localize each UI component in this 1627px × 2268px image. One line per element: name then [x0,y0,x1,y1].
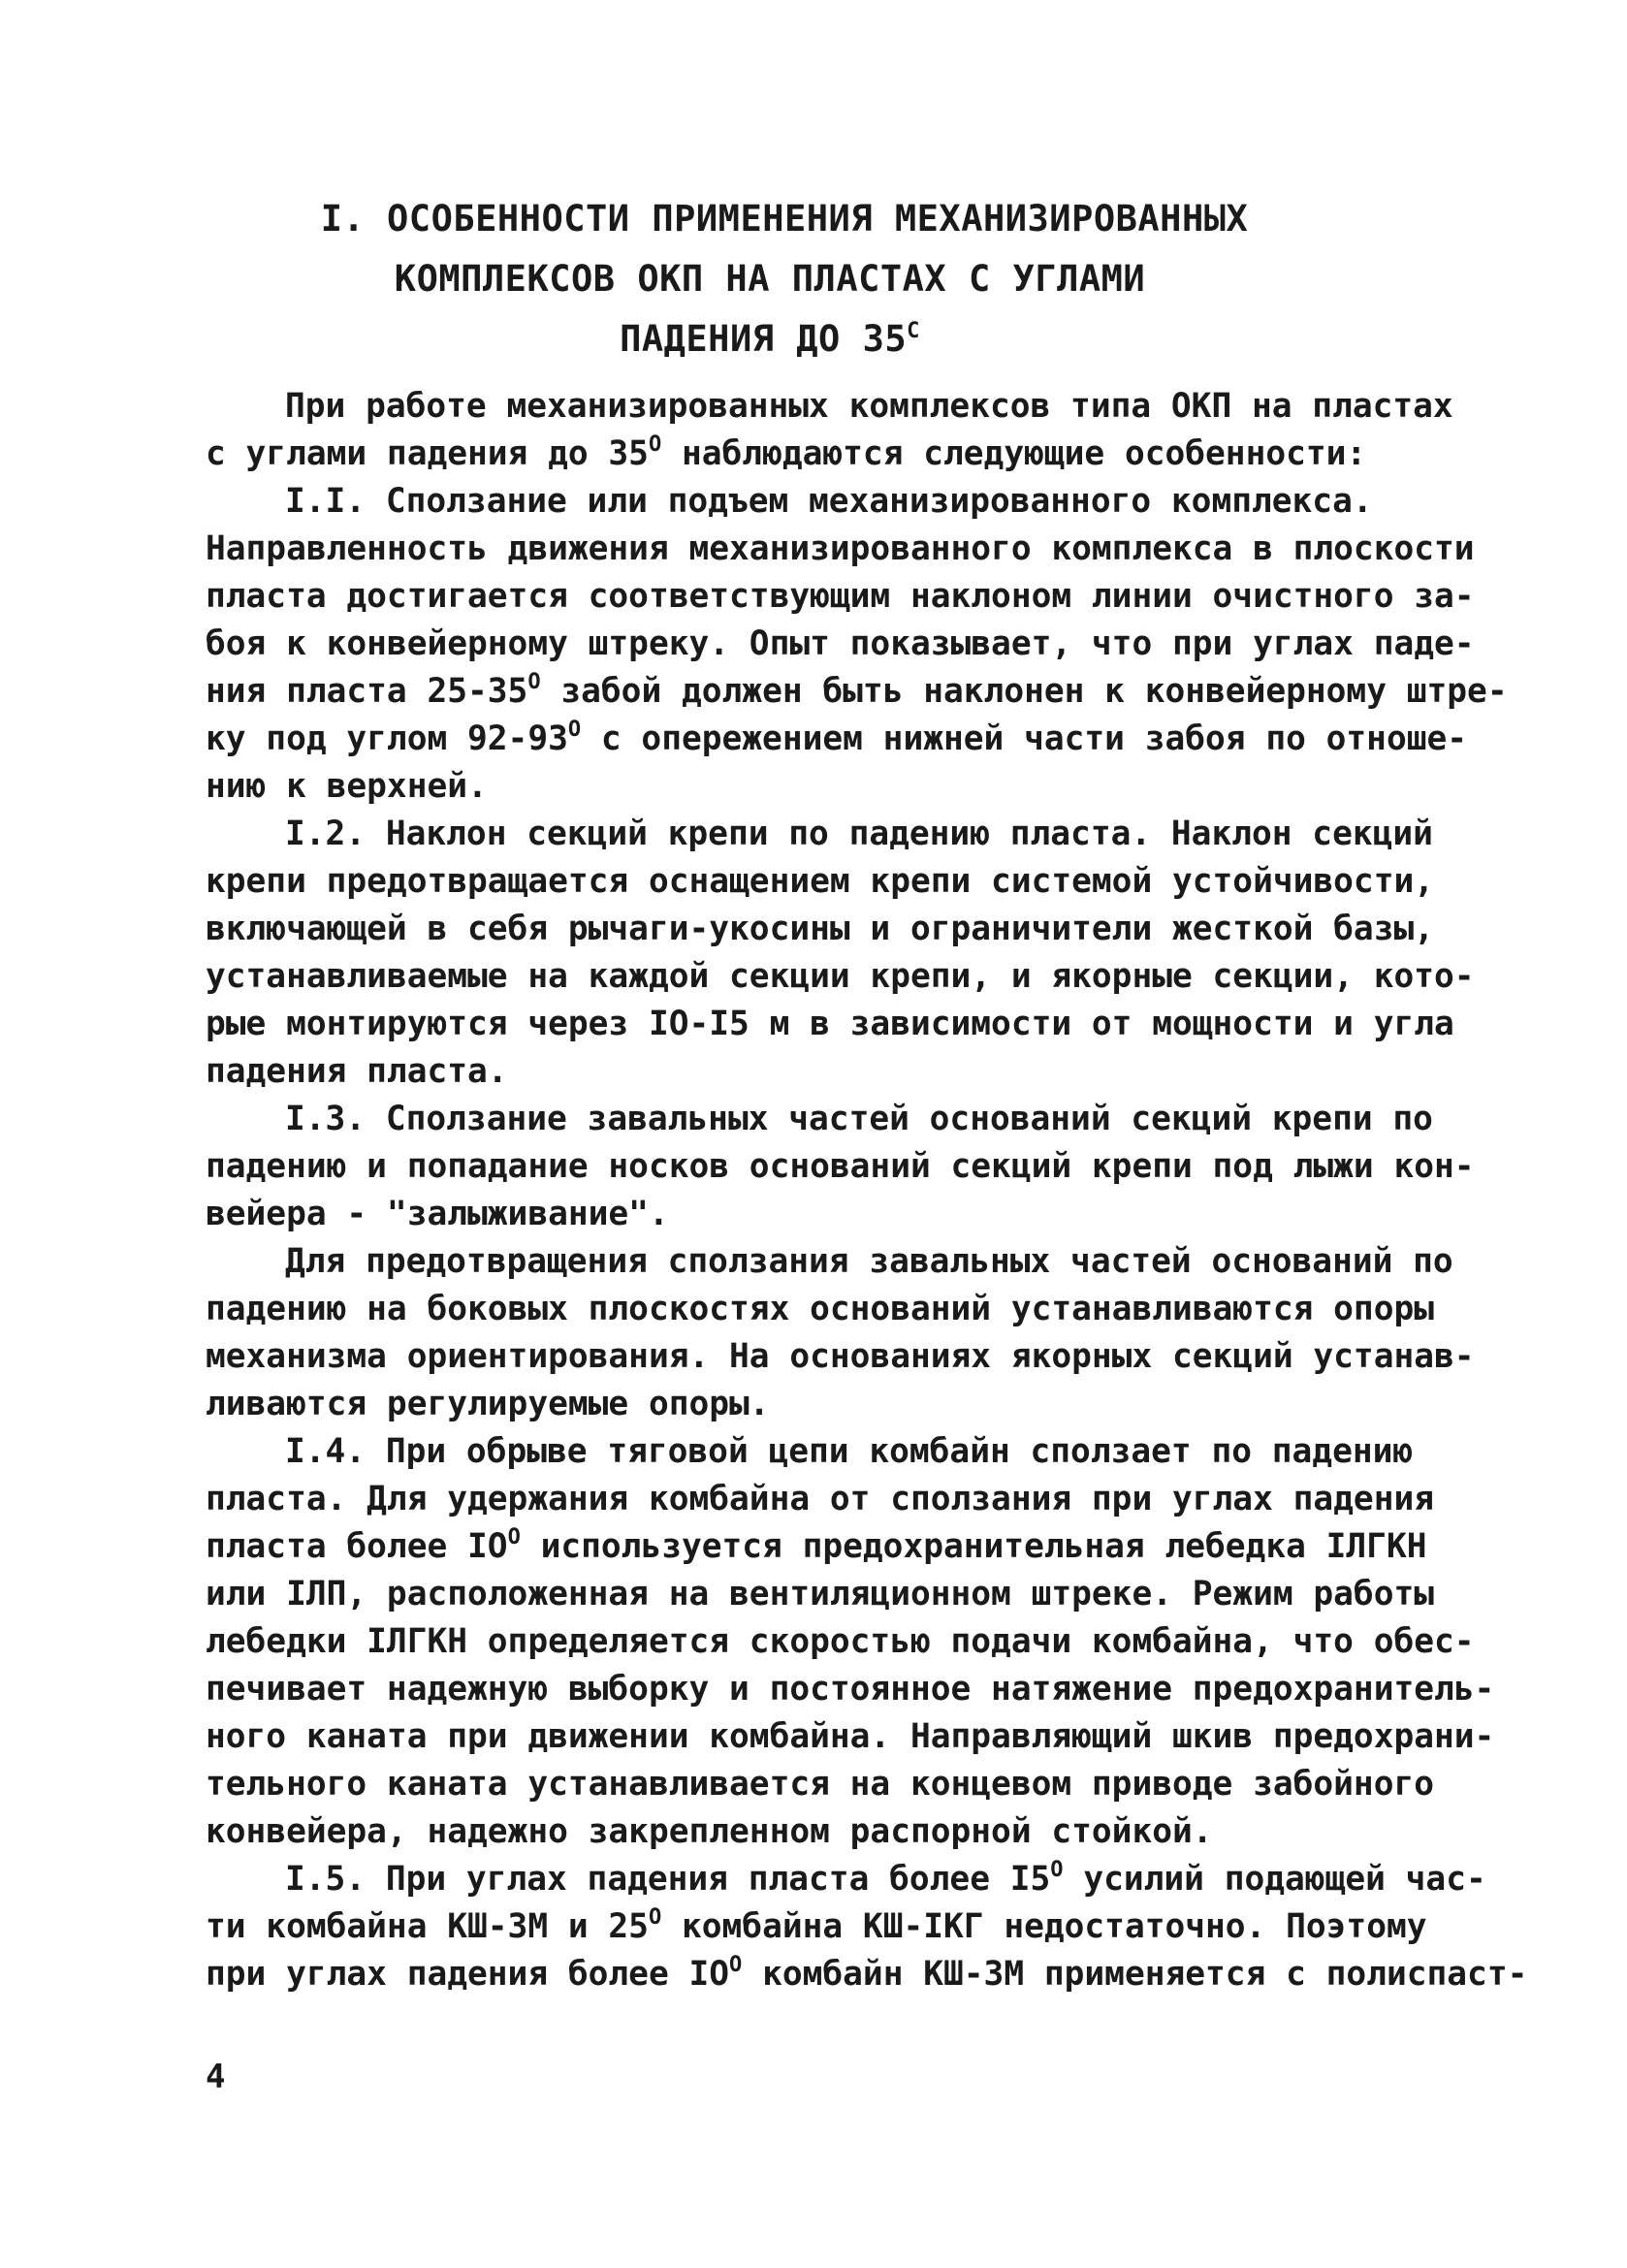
text-line: ливаются регулируемые опоры. [206,1385,770,1423]
text-line: падению и попадание носков оснований секций крепи под лыжи кон- [206,1147,1475,1186]
degree-sup: О [507,1525,521,1549]
text-line: падения пласта. [206,1052,508,1091]
text-segment: при углах падения более IO [206,1955,730,1994]
text-line: включающей в себя рычаги-укосины и ограничители жесткой базы, [206,910,1435,948]
text-line: I.2. Наклон секций крепи по падению пласта. Наклон секций [285,815,1433,853]
text-segment: комбайна КШ-IКГ недостаточно. Поэтому [661,1907,1427,1946]
text-line: ного каната при движении комбайна. Направляющий шкив предохрани- [206,1717,1495,1756]
text-segment: пласта более IO [206,1527,508,1566]
text-line: I.3. Сползание завальных частей оснований секций крепи по [285,1100,1433,1138]
text-line: устанавливаемые на каждой секции крепи, и якорные секции, кото- [206,957,1475,996]
text-line [206,1951,1528,1998]
text-line: лебедки IЛГКН определяется скоростью подачи комбайна, что обес- [206,1622,1475,1661]
degree-sup: О [527,670,541,694]
text-segment: комбайн КШ-3М применяется с полиспаст- [742,1955,1528,1994]
text-segment: ку под углом 92-93 [206,719,568,758]
text-segment: с углами падения до 35 [206,434,649,473]
heading-line-2: КОМПЛЕКСОВ ОКП НА ПЛАСТАХ С УГЛАМИ [394,258,1146,300]
page-number: 4 [206,2058,226,2096]
heading-line-3-text: ПАДЕНИЯ ДО 35 [620,318,908,360]
text-line: пласта достигается соответствующим наклоном линии очистного за- [206,577,1475,616]
degree-sup: О [567,718,582,742]
degree-sup: О [648,1905,662,1930]
text-line: падению на боковых плоскостях оснований устанавливаются опоры [206,1290,1435,1328]
text-line: тельного каната устанавливается на концевом приводе забойного [206,1765,1435,1804]
text-segment: I.5. При углах падения пласта более I5 [285,1860,1051,1899]
heading-line-1: I. ОСОБЕННОСТИ ПРИМЕНЕНИЯ МЕХАНИЗИРОВАННЫХ [320,198,1249,240]
text-segment: ти комбайна КШ-3М и 25 [206,1907,649,1946]
text-line: механизма ориентирования. На основаниях якорных секций устанав- [206,1337,1475,1376]
text-line: нию к верхней. [206,767,488,806]
text-line [206,1523,1505,1571]
text-line: Для предотвращения сползания завальных частей оснований по [285,1242,1453,1281]
text-line: рые монтируются через IO-I5 м в зависимости от мощности и угла [206,1005,1454,1043]
text-segment: с опережением нижней части забоя по отноше- [581,719,1468,758]
text-line: I.I. Сползание или подъем механизированного комплекса. [285,482,1373,521]
text-line: печивает надежную выборку и постоянное натяжение предохранитель- [206,1670,1495,1709]
text-line: крепи предотвращается оснащением крепи системой устойчивости, [206,862,1435,901]
text-line: I.4. При обрыве тяговой цепи комбайн сползает по падению [285,1432,1414,1471]
text-segment: усилий подающей час- [1063,1860,1486,1899]
text-segment: забой должен быть наклонен к конвейерному штре- [540,672,1508,711]
text-segment: наблюдаются следующие особенности: [661,434,1367,473]
text-line [206,668,1508,716]
degree-sup: О [729,1953,743,1977]
text-line: или IЛП, расположенная на вентиляционном штреке. Режим работы [206,1575,1435,1613]
text-segment: используется предохранительная лебедка IЛГКН [520,1527,1427,1566]
text-line: Направленность движения механизированного комплекса в плоскости [206,529,1475,568]
degree-sup: О [648,432,662,457]
text-line: пласта. Для удержания комбайна от сползания при углах падения [206,1480,1435,1518]
degree-sup: О [1050,1858,1064,1882]
text-line [206,716,1505,763]
body-text [206,383,1528,1998]
text-line: боя к конвейерному штреку. Опыт показывает, что при углах паде- [206,624,1475,663]
text-segment: ния пласта 25-35 [206,672,528,711]
text-line: вейера - "залыживание". [206,1195,669,1233]
section-heading [0,189,1627,369]
text-line [206,1903,1505,1951]
text-line: При работе механизированных комплексов типа ОКП на пластах [285,387,1453,426]
text-line: конвейера, надежно закрепленном распорной стойкой. [206,1812,1213,1851]
text-line [206,431,1505,478]
heading-line-3 [0,309,1627,369]
text-line [206,1856,1505,1903]
heading-degree-sup: С [907,319,920,343]
